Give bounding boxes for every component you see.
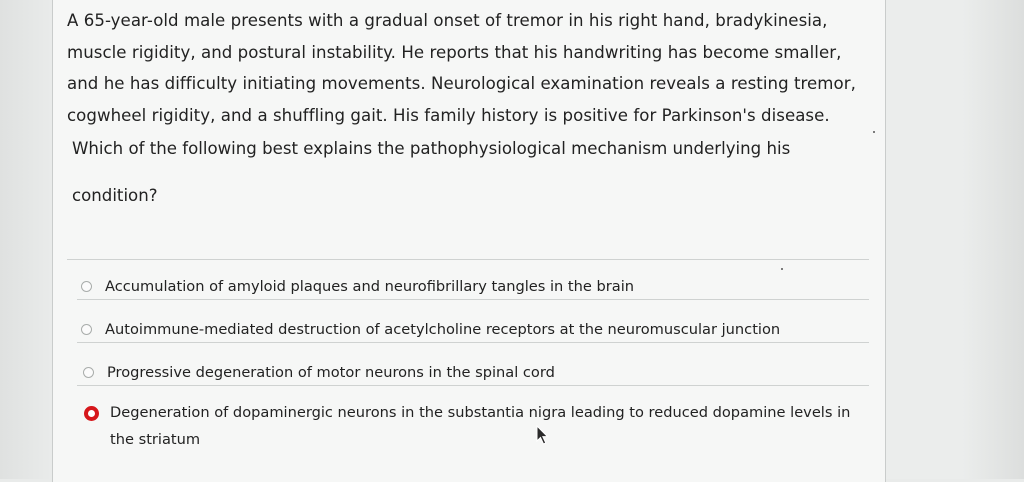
answer-option-label: Autoimmune-mediated destruction of acetylcholine receptors at the neuromuscular junction: [105, 321, 781, 338]
question-card: [52, 0, 886, 482]
option-divider: [77, 342, 869, 343]
option-divider: [77, 385, 869, 386]
radio-empty-icon[interactable]: [81, 281, 92, 292]
question-prompt-line-2: condition?: [72, 186, 158, 205]
question-stem: [67, 5, 877, 131]
answer-option-label-line: Degeneration of dopaminergic neurons in the substantia nigra leading to reduced dopamine levels in: [110, 404, 851, 421]
option-divider: [77, 299, 869, 300]
question-prompt-line-1: Which of the following best explains the pathophysiological mechanism underlying his: [72, 139, 791, 158]
answer-option-d[interactable]: [85, 403, 870, 453]
question-stem-line: A 65-year-old male presents with a gradual onset of tremor in his right hand, bradykinesia,: [67, 11, 828, 30]
answer-option-c[interactable]: [83, 363, 868, 386]
screen-speck: [873, 131, 875, 133]
radio-empty-icon[interactable]: [83, 367, 94, 378]
question-stem-line: and he has difficulty initiating movements. Neurological examination reveals a resting tremor,: [67, 74, 856, 93]
radio-selected-icon[interactable]: [84, 406, 99, 421]
question-stem-line: muscle rigidity, and postural instability. He reports that his handwriting has become smaller,: [67, 42, 842, 62]
answer-option-label: [110, 399, 850, 453]
answer-option-label: Progressive degeneration of motor neurons in the spinal cord: [107, 364, 555, 381]
answer-option-label-line: the striatum: [110, 431, 201, 448]
mouse-pointer-icon: [536, 425, 550, 447]
options-top-divider: [67, 259, 869, 260]
radio-empty-icon[interactable]: [81, 324, 92, 335]
screen-speck: [781, 268, 783, 270]
question-stem-line: cogwheel rigidity, and a shuffling gait. His family history is positive for Parkinson's disease.: [67, 105, 830, 125]
answer-option-a[interactable]: [81, 277, 866, 300]
answer-option-b[interactable]: [81, 320, 866, 343]
answer-option-label: Accumulation of amyloid plaques and neurofibrillary tangles in the brain: [105, 278, 635, 295]
